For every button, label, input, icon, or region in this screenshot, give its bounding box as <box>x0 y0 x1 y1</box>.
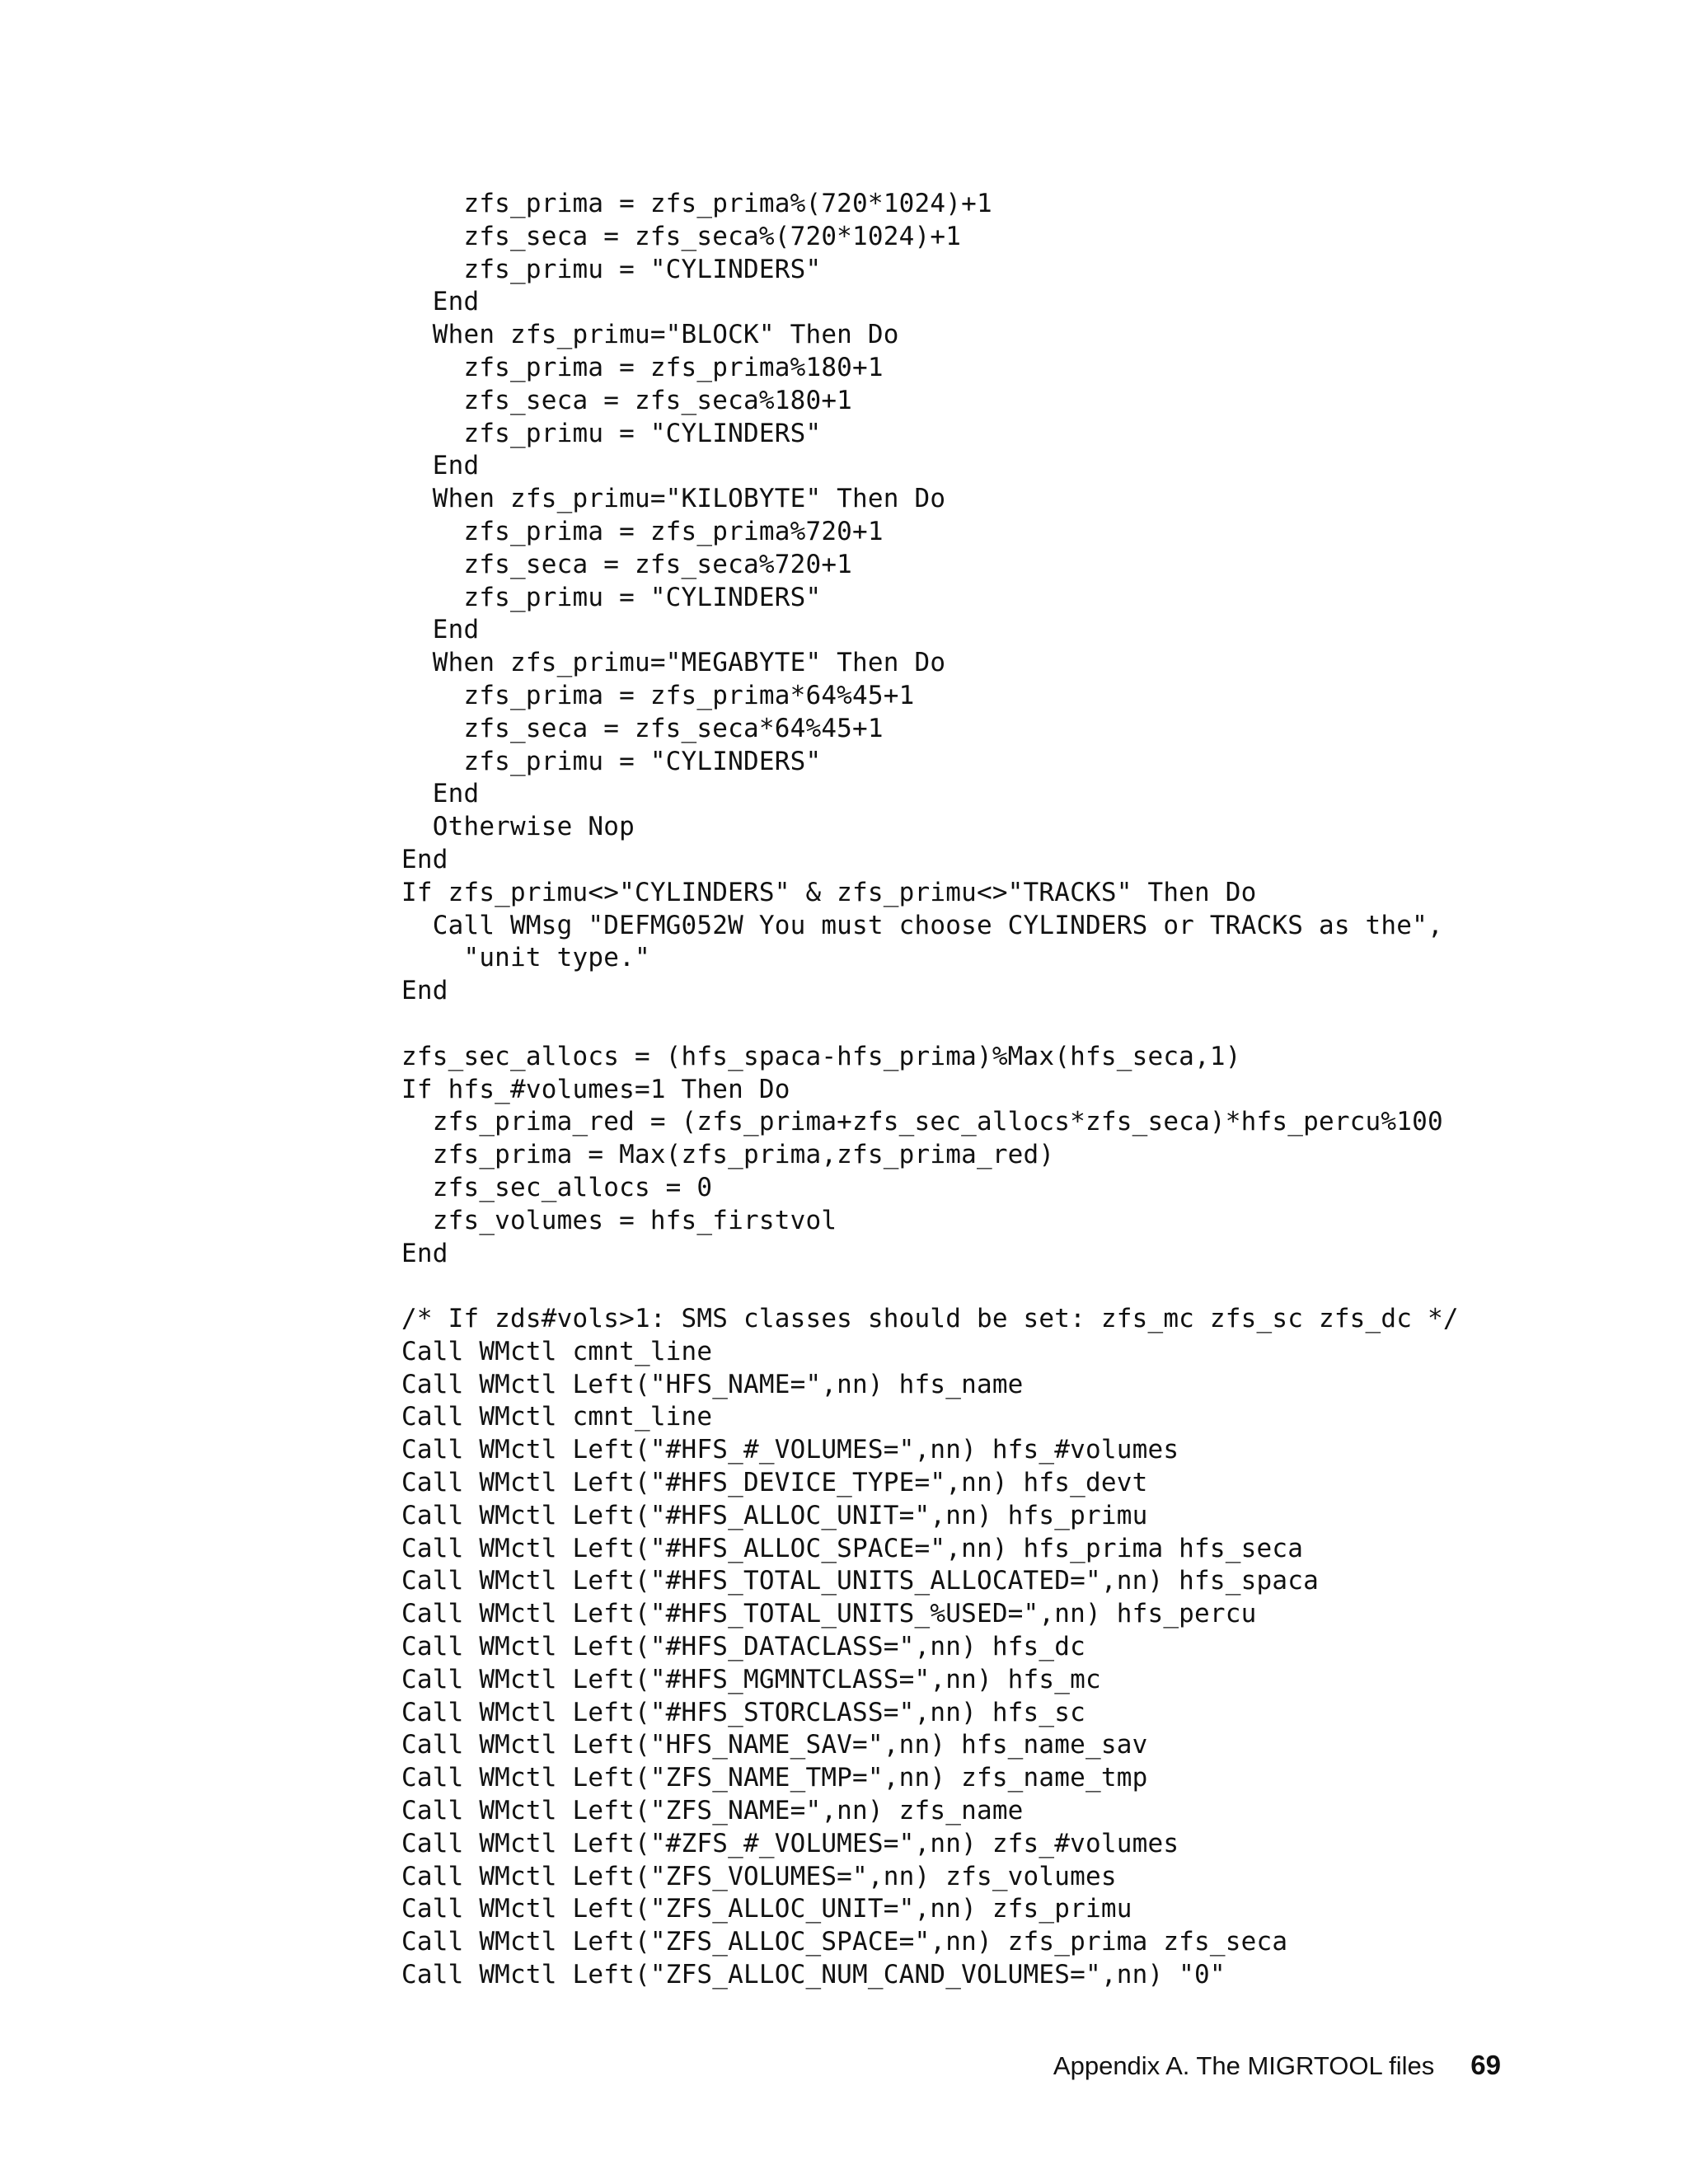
code-line: End <box>401 451 480 481</box>
code-line: zfs_seca = zfs_seca%(720*1024)+1 <box>401 221 962 251</box>
code-line: Call WMsg "DEFMG052W You must choose CYLINDERS or TRACKS as the", <box>401 910 1443 940</box>
code-line: If hfs_#volumes=1 Then Do <box>401 1074 790 1104</box>
code-line: When zfs_primu="KILOBYTE" Then Do <box>401 484 946 514</box>
code-line: zfs_sec_allocs = 0 <box>401 1172 713 1202</box>
code-line: zfs_prima = zfs_prima%(720*1024)+1 <box>401 189 992 218</box>
code-line: zfs_primu = "CYLINDERS" <box>401 746 822 776</box>
code-line: When zfs_primu="MEGABYTE" Then Do <box>401 648 946 678</box>
code-line: Call WMctl cmnt_line <box>401 1402 713 1432</box>
code-line: End <box>401 615 480 645</box>
code-line: Call WMctl Left("#ZFS_#_VOLUMES=",nn) zfs_#volumes <box>401 1828 1179 1858</box>
code-line: Call WMctl Left("#HFS_ALLOC_SPACE=",nn) hfs_prima hfs_seca <box>401 1533 1304 1563</box>
code-line: zfs_prima = zfs_prima%720+1 <box>401 516 884 546</box>
code-line: End <box>401 287 480 317</box>
footer-chapter-title: Appendix A. The MIGRTOOL files <box>1053 2051 1435 2080</box>
code-line: zfs_prima = zfs_prima%180+1 <box>401 352 884 382</box>
code-line: Call WMctl Left("#HFS_TOTAL_UNITS_%USED=",nn) hfs_percu <box>401 1599 1257 1629</box>
code-line: Call WMctl Left("ZFS_NAME_TMP=",nn) zfs_name_tmp <box>401 1763 1148 1793</box>
code-line: Call WMctl Left("#HFS_#_VOLUMES=",nn) hfs_#volumes <box>401 1435 1179 1465</box>
code-line: Call WMctl Left("#HFS_MGMNTCLASS=",nn) hfs_mc <box>401 1664 1101 1694</box>
code-line: End <box>401 779 480 809</box>
code-line: Call WMctl Left("HFS_NAME=",nn) hfs_name <box>401 1369 1024 1399</box>
code-line: zfs_volumes = hfs_firstvol <box>401 1205 837 1235</box>
code-line: End <box>401 1238 448 1268</box>
code-line: zfs_seca = zfs_seca%180+1 <box>401 385 853 415</box>
code-line: Call WMctl Left("ZFS_ALLOC_UNIT=",nn) zfs_primu <box>401 1894 1132 1924</box>
code-line: Call WMctl Left("ZFS_VOLUMES=",nn) zfs_volumes <box>401 1861 1117 1891</box>
code-line: Call WMctl Left("#HFS_DEVICE_TYPE=",nn) hfs_devt <box>401 1468 1148 1498</box>
code-line: Call WMctl Left("ZFS_ALLOC_NUM_CAND_VOLUMES=",nn) "0" <box>401 1960 1226 1990</box>
code-line: zfs_prima = Max(zfs_prima,zfs_prima_red) <box>401 1140 1055 1170</box>
code-line: Call WMctl cmnt_line <box>401 1336 713 1366</box>
code-line: zfs_prima_red = (zfs_prima+zfs_sec_allocs*zfs_seca)*hfs_percu%100 <box>401 1107 1443 1137</box>
code-line: Call WMctl Left("#HFS_TOTAL_UNITS_ALLOCATED=",nn) hfs_spaca <box>401 1566 1319 1596</box>
code-line: End <box>401 844 448 874</box>
code-line: zfs_seca = zfs_seca%720+1 <box>401 549 853 579</box>
code-listing <box>401 188 1572 1992</box>
code-line: Call WMctl Left("#HFS_DATACLASS=",nn) hfs_dc <box>401 1632 1085 1662</box>
code-line: When zfs_primu="BLOCK" Then Do <box>401 320 899 350</box>
code-line: zfs_sec_allocs = (hfs_spaca-hfs_prima)%Max(hfs_seca,1) <box>401 1041 1241 1071</box>
page-number: 69 <box>1470 2050 1501 2080</box>
code-line: End <box>401 976 448 1006</box>
code-line: Call WMctl Left("ZFS_NAME=",nn) zfs_name <box>401 1796 1024 1826</box>
code-line: "unit type." <box>401 943 650 973</box>
code-line: zfs_primu = "CYLINDERS" <box>401 254 822 284</box>
code-line: Call WMctl Left("HFS_NAME_SAV=",nn) hfs_name_sav <box>401 1730 1148 1760</box>
code-line <box>401 1008 1572 1041</box>
code-line: /* If zds#vols>1: SMS classes should be set: zfs_mc zfs_sc zfs_dc */ <box>401 1304 1459 1334</box>
code-line: zfs_primu = "CYLINDERS" <box>401 582 822 612</box>
code-line: Call WMctl Left("#HFS_STORCLASS=",nn) hfs_sc <box>401 1697 1085 1727</box>
page-footer <box>1053 2050 1501 2086</box>
code-line <box>401 1270 1572 1303</box>
code-line: Otherwise Nop <box>401 812 635 842</box>
code-line: zfs_seca = zfs_seca*64%45+1 <box>401 713 884 743</box>
code-line: Call WMctl Left("ZFS_ALLOC_SPACE=",nn) zfs_prima zfs_seca <box>401 1927 1288 1957</box>
code-line: If zfs_primu<>"CYLINDERS" & zfs_primu<>"TRACKS" Then Do <box>401 877 1257 907</box>
code-line: zfs_primu = "CYLINDERS" <box>401 418 822 448</box>
code-line: Call WMctl Left("#HFS_ALLOC_UNIT=",nn) hfs_primu <box>401 1500 1148 1530</box>
code-line: zfs_prima = zfs_prima*64%45+1 <box>401 680 915 710</box>
